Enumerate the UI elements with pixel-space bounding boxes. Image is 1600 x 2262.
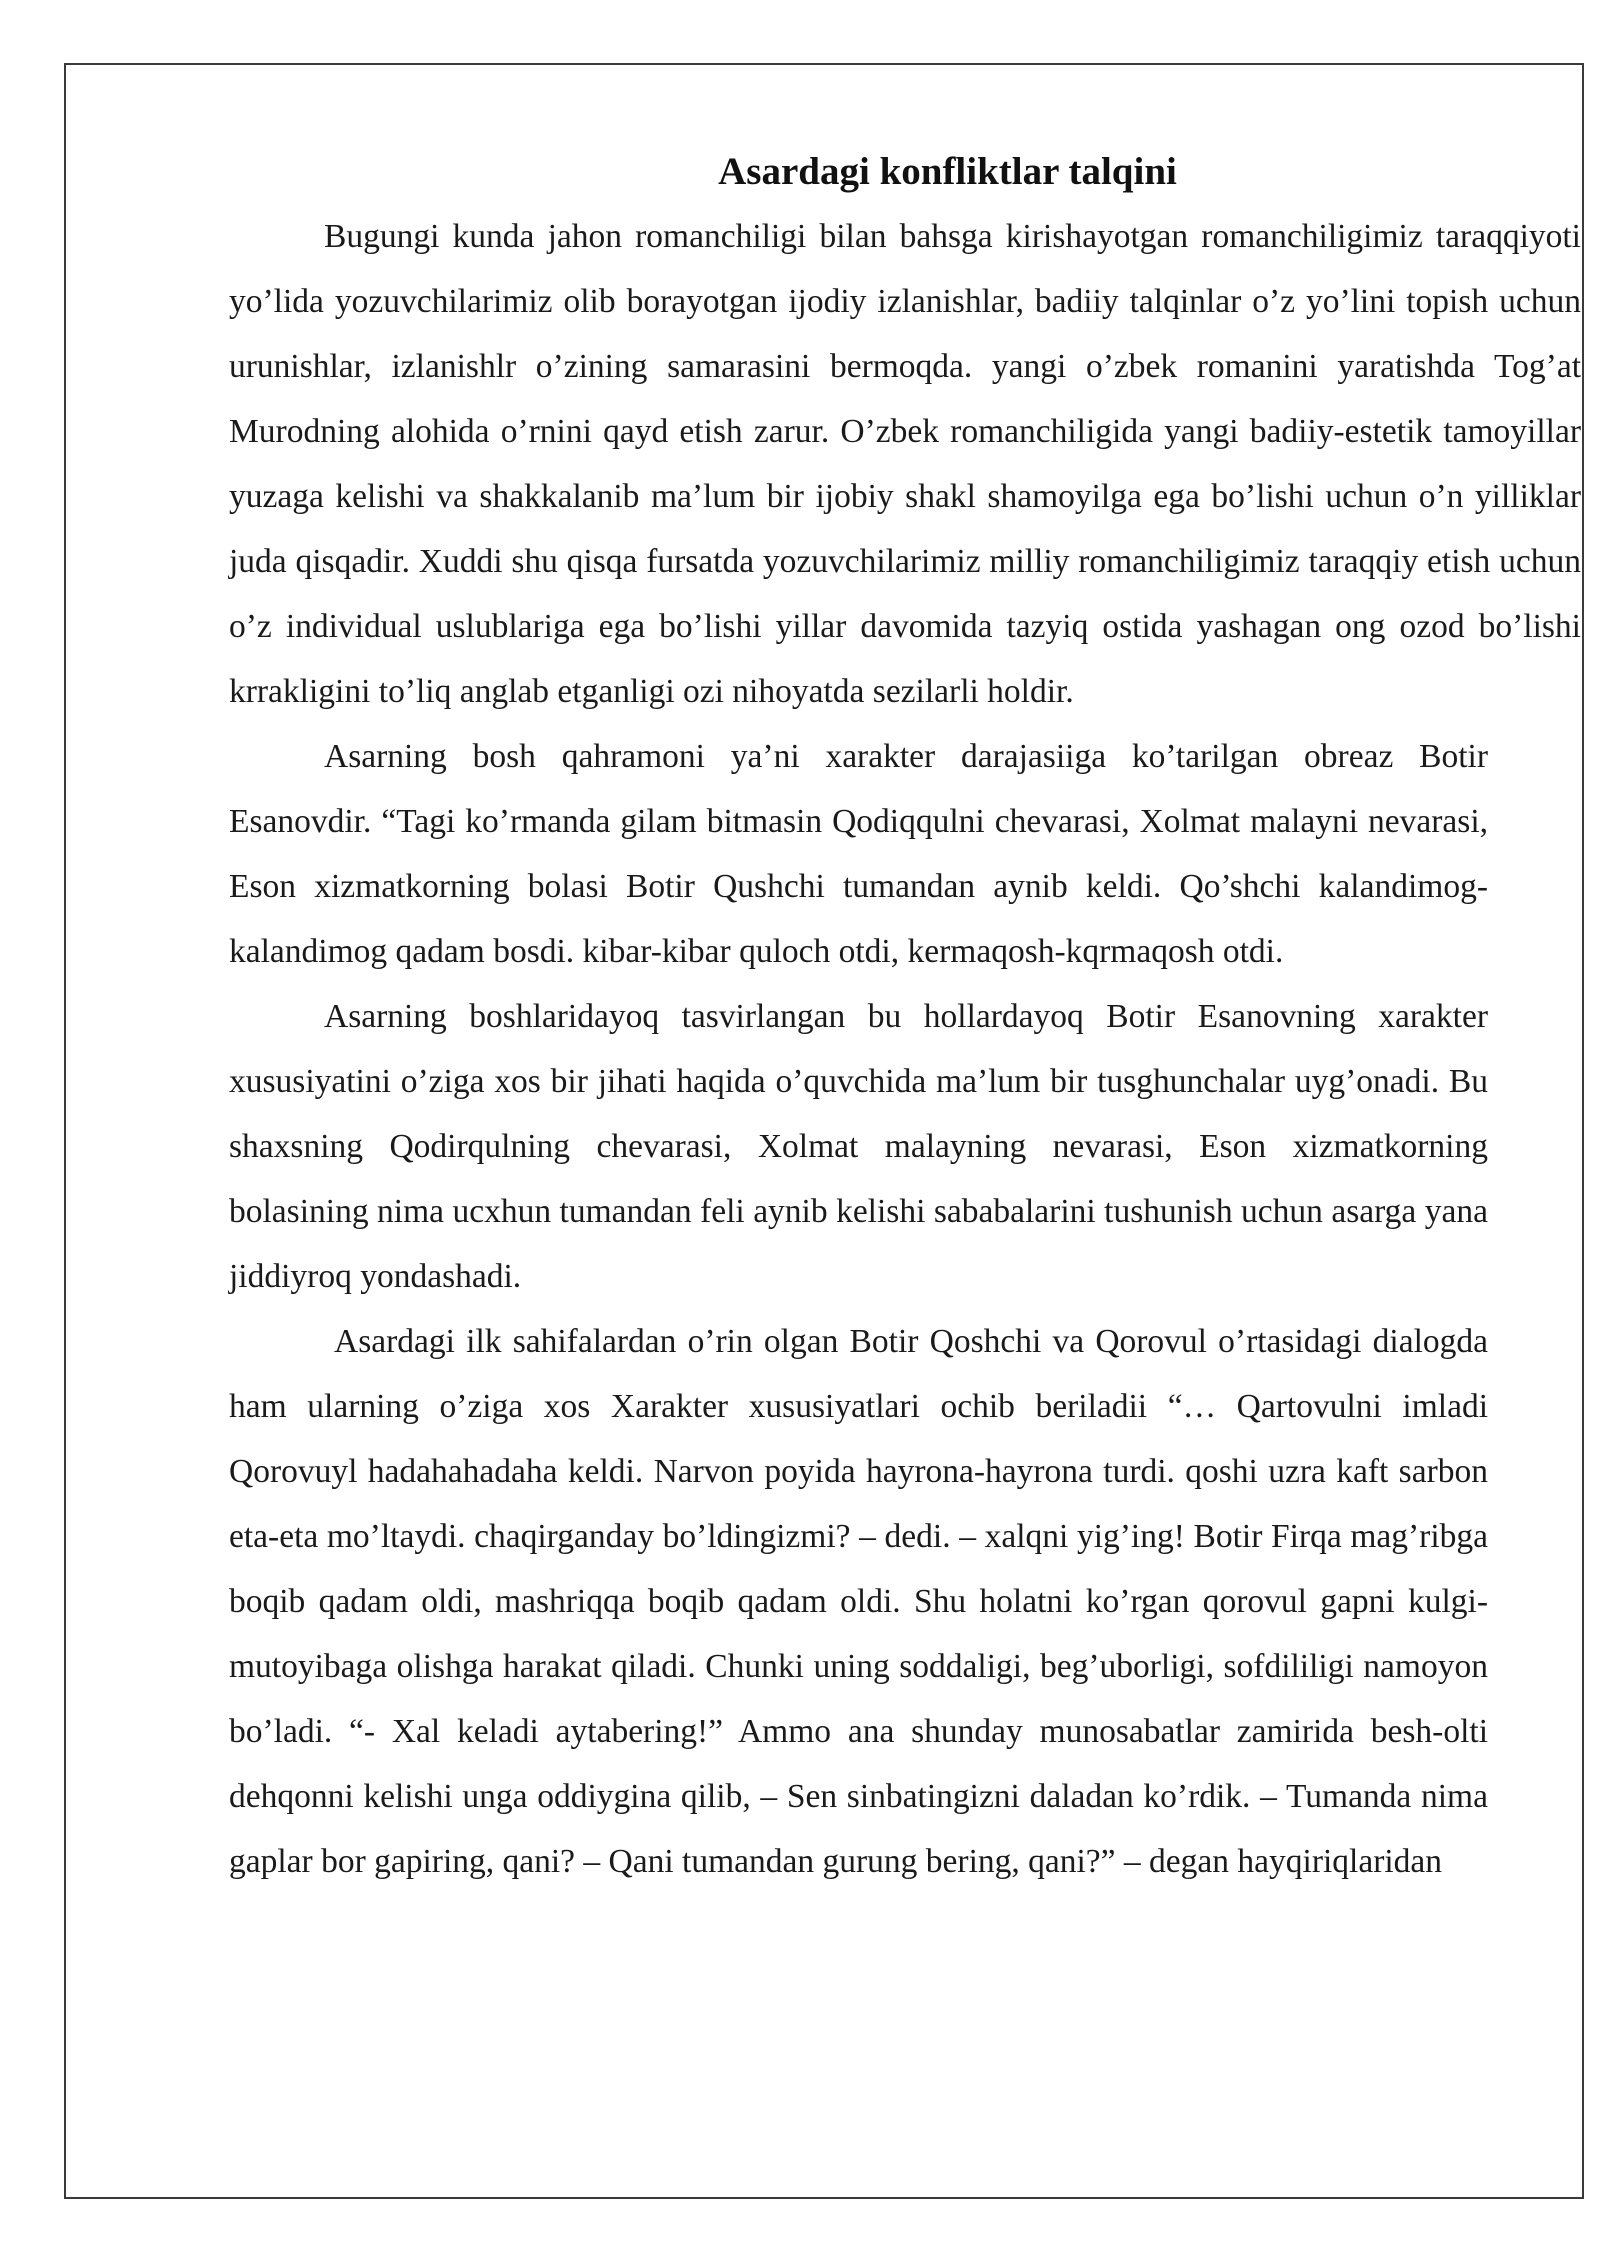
document-body [229, 140, 1581, 1894]
paragraph-1: Bugungi kunda jahon romanchiligi bilan bahsga kirishayotgan romanchiligimiz taraqqiyoti yo’lida yozuvchilarimiz olib borayotgan ijodiy izlanishlar, badiiy talqinlar o’z yo’lini topish uchun urunishlar, izlanishlr o’zining samarasini bermoqda. yangi o’zbek romanini yaratishda Tog’at Murodning alohida o’rnini qayd etish zarur. O’zbek romanchiligida yangi badiiy-estetik tamoyillar yuzaga kelishi va shakkalanib ma’lum bir ijobiy shakl shamoyilga ega bo’lishi uchun o’n yilliklar juda qisqadir. Xuddi shu qisqa fursatda yozuvchilarimiz milliy romanchiligimiz taraqqiy etish uchun o’z individual uslublariga ega bo’lishi yillar davomida tazyiq ostida yashagan ong ozod bo’lishi krrakligini to’liq anglab etganligi ozi nihoyatda sezilarli holdir. [229, 218, 1581, 710]
paragraph-2: Asarning bosh qahramoni ya’ni xarakter darajasiiga ko’tarilgan obreaz Botir Esanovdir. “Tagi ko’rmanda gilam bitmasin Qodiqqulni chevarasi, Xolmat malayni nevarasi, Eson xizmatkorning bolasi Botir Qushchi tumandan aynib keldi. Qo’shchi kalandimog-kalandimog qadam bosdi. kibar-kibar quloch otdi, kermaqosh-kqrmaqosh otdi. [229, 738, 1488, 970]
document-title: Asardagi konfliktlar talqini [718, 150, 1177, 193]
paragraph-3: Asarning boshlaridayoq tasvirlangan bu hollardayoq Botir Esanovning xarakter xususiyatini o’ziga xos bir jihati haqida o’quvchida ma’lum bir tusghunchalar uyg’onadi. Bu shaxsning Qodirqulning chevarasi, Xolmat malayning nevarasi, Eson xizmatkorning bolasining nima ucxhun tumandan feli aynib kelishi sababalarini tushunish uchun asarga yana jiddiyroq yondashadi. [229, 998, 1488, 1295]
paragraph-4: Asardagi ilk sahifalardan o’rin olgan Botir Qoshchi va Qorovul o’rtasidagi dialogda ham ularning o’ziga xos Xarakter xususiyatlari ochib beriladii “… Qartovulni imladi Qorovuyl hadahahadaha keldi. Narvon poyida hayrona-hayrona turdi. qoshi uzra kaft sarbon eta-eta mo’ltaydi. chaqirganday bo’ldingizmi? – dedi. – xalqni yig’ing! Botir Firqa mag’ribga boqib qadam oldi, mashriqqa boqib qadam oldi. Shu holatni ko’rgan qorovul gapni kulgi-mutoyibaga olishga harakat qiladi. Chunki uning soddaligi, beg’uborligi, sofdililigi namoyon bo’ladi. “- Xal keladi aytabering!” Ammo ana shunday munosabatlar zamirida besh-olti dehqonni kelishi unga oddiygina qilib, – Sen sinbatingizni daladan ko’rdik. – Tumanda nima gaplar bor gapiring, qani? – Qani tumandan gurung bering, qani?” – degan hayqiriqlaridan [229, 1323, 1488, 1880]
